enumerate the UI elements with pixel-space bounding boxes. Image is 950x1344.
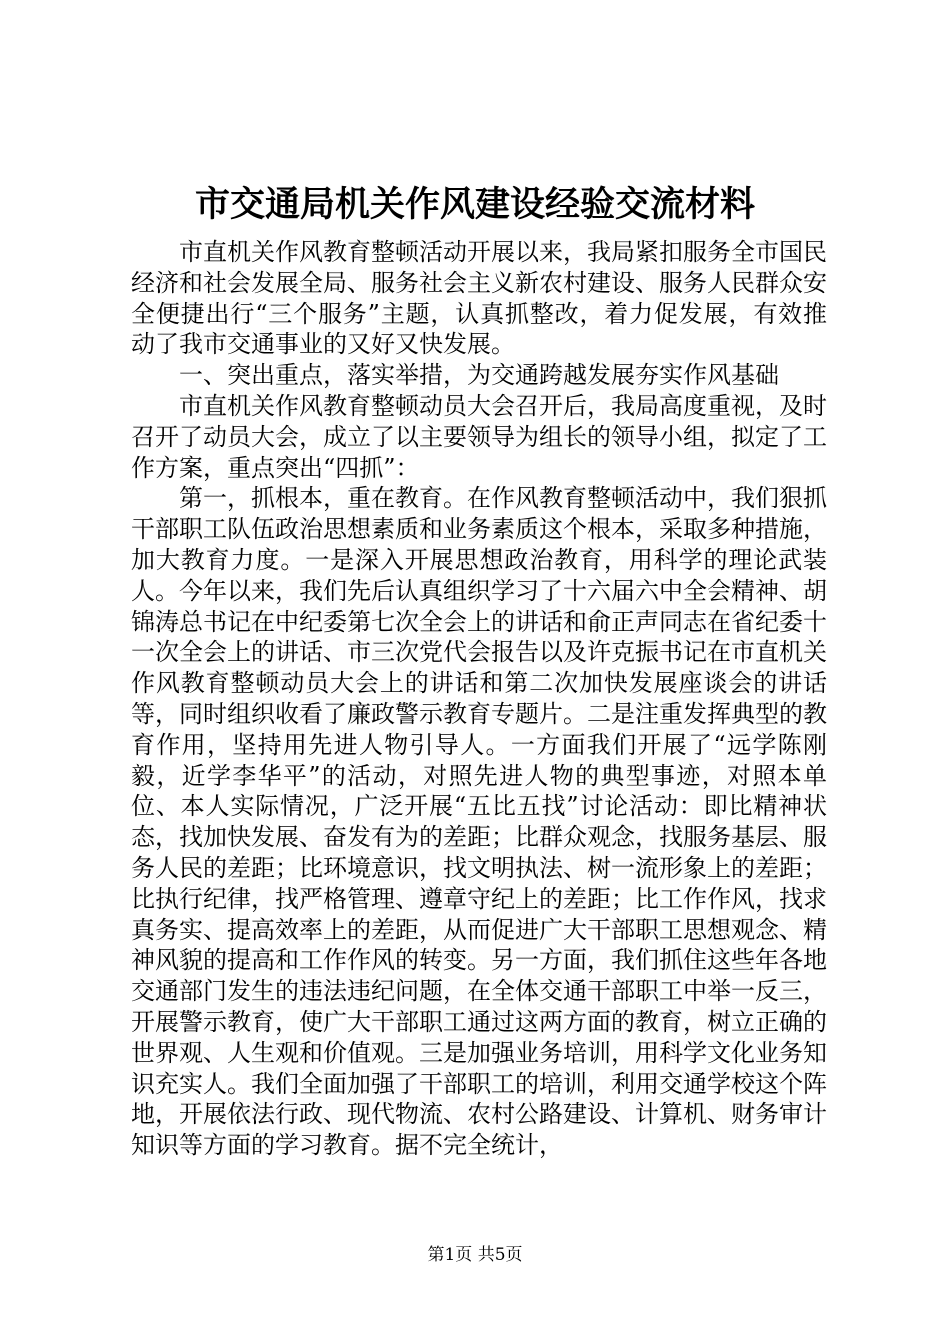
paragraph-education: 第一，抓根本，重在教育。在作风教育整顿活动中，我们狠抓干部职工队伍政治思想素质和业务素质这个根本，采取多种措施，加大教育力度。一是深入开展思想政治教育，用科学的理论武装人。今年以来，我们先后认真组织学习了十六届六中全会精神、胡锦涛总书记在中纪委第七次全会上的讲话和俞正声同志在省纪委十一次全会上的讲话、市三次党代会报告以及许克振书记在市直机关作风教育整顿动员大会上的讲话和第二次加快发展座谈会的讲话等，同时组织收看了廉政警示教育专题片。二是注重发挥典型的教育作用，坚持用先进人物引导人。一方面我们开展了“远学陈刚毅，近学李华平”的活动，对照先进人物的典型事迹，对照本单位、本人实际情况，广泛开展“五比五找”讨论活动：即比精神状态，找加快发展、奋发有为的差距；比群众观念，找服务基层、服务人民的差距；比环境意识，找文明执法、树一流形象上的差距；比执行纪律，找严格管理、遵章守纪上的差距；比工作作风，找求真务实、提高效率上的差距，从而促进广大干部职工思想观念、精神风貌的提高和工作作风的转变。另一方面，我们抓住这些年各地交通部门发生的违法违纪问题，在全体交通干部职工中举一反三，开展警示教育，使广大干部职工通过这两方面的教育，树立正确的世界观、人生观和价值观。三是加强业务培训，用科学文化业务知识充实人。我们全面加强了干部职工的培训，利用交通学校这个阵地，开展依法行政、现代物流、农村公路建设、计算机、财务审计知识等方面的学习教育。据不完全统计， (131, 484, 827, 1160)
document-title: 市交通局机关作风建设经验交流材料 (194, 184, 755, 225)
page-footer: 第1页 共5页 (427, 1245, 523, 1265)
paragraph-mobilization: 市直机关作风教育整顿动员大会召开后，我局高度重视，及时召开了动员大会，成立了以主要领导为组长的领导小组，拟定了工作方案，重点突出“四抓”： (131, 391, 827, 482)
paragraph-intro: 市直机关作风教育整顿活动开展以来，我局紧扣服务全市国民经济和社会发展全局、服务社会主义新农村建设、服务人民群众安全便捷出行“三个服务”主题，认真抓整改，着力促发展，有效推动了我市交通事业的又好又快发展。 (131, 238, 827, 359)
section-heading: 一、突出重点，落实举措，为交通跨越发展夯实作风基础 (179, 361, 779, 390)
document-body (131, 237, 827, 1161)
